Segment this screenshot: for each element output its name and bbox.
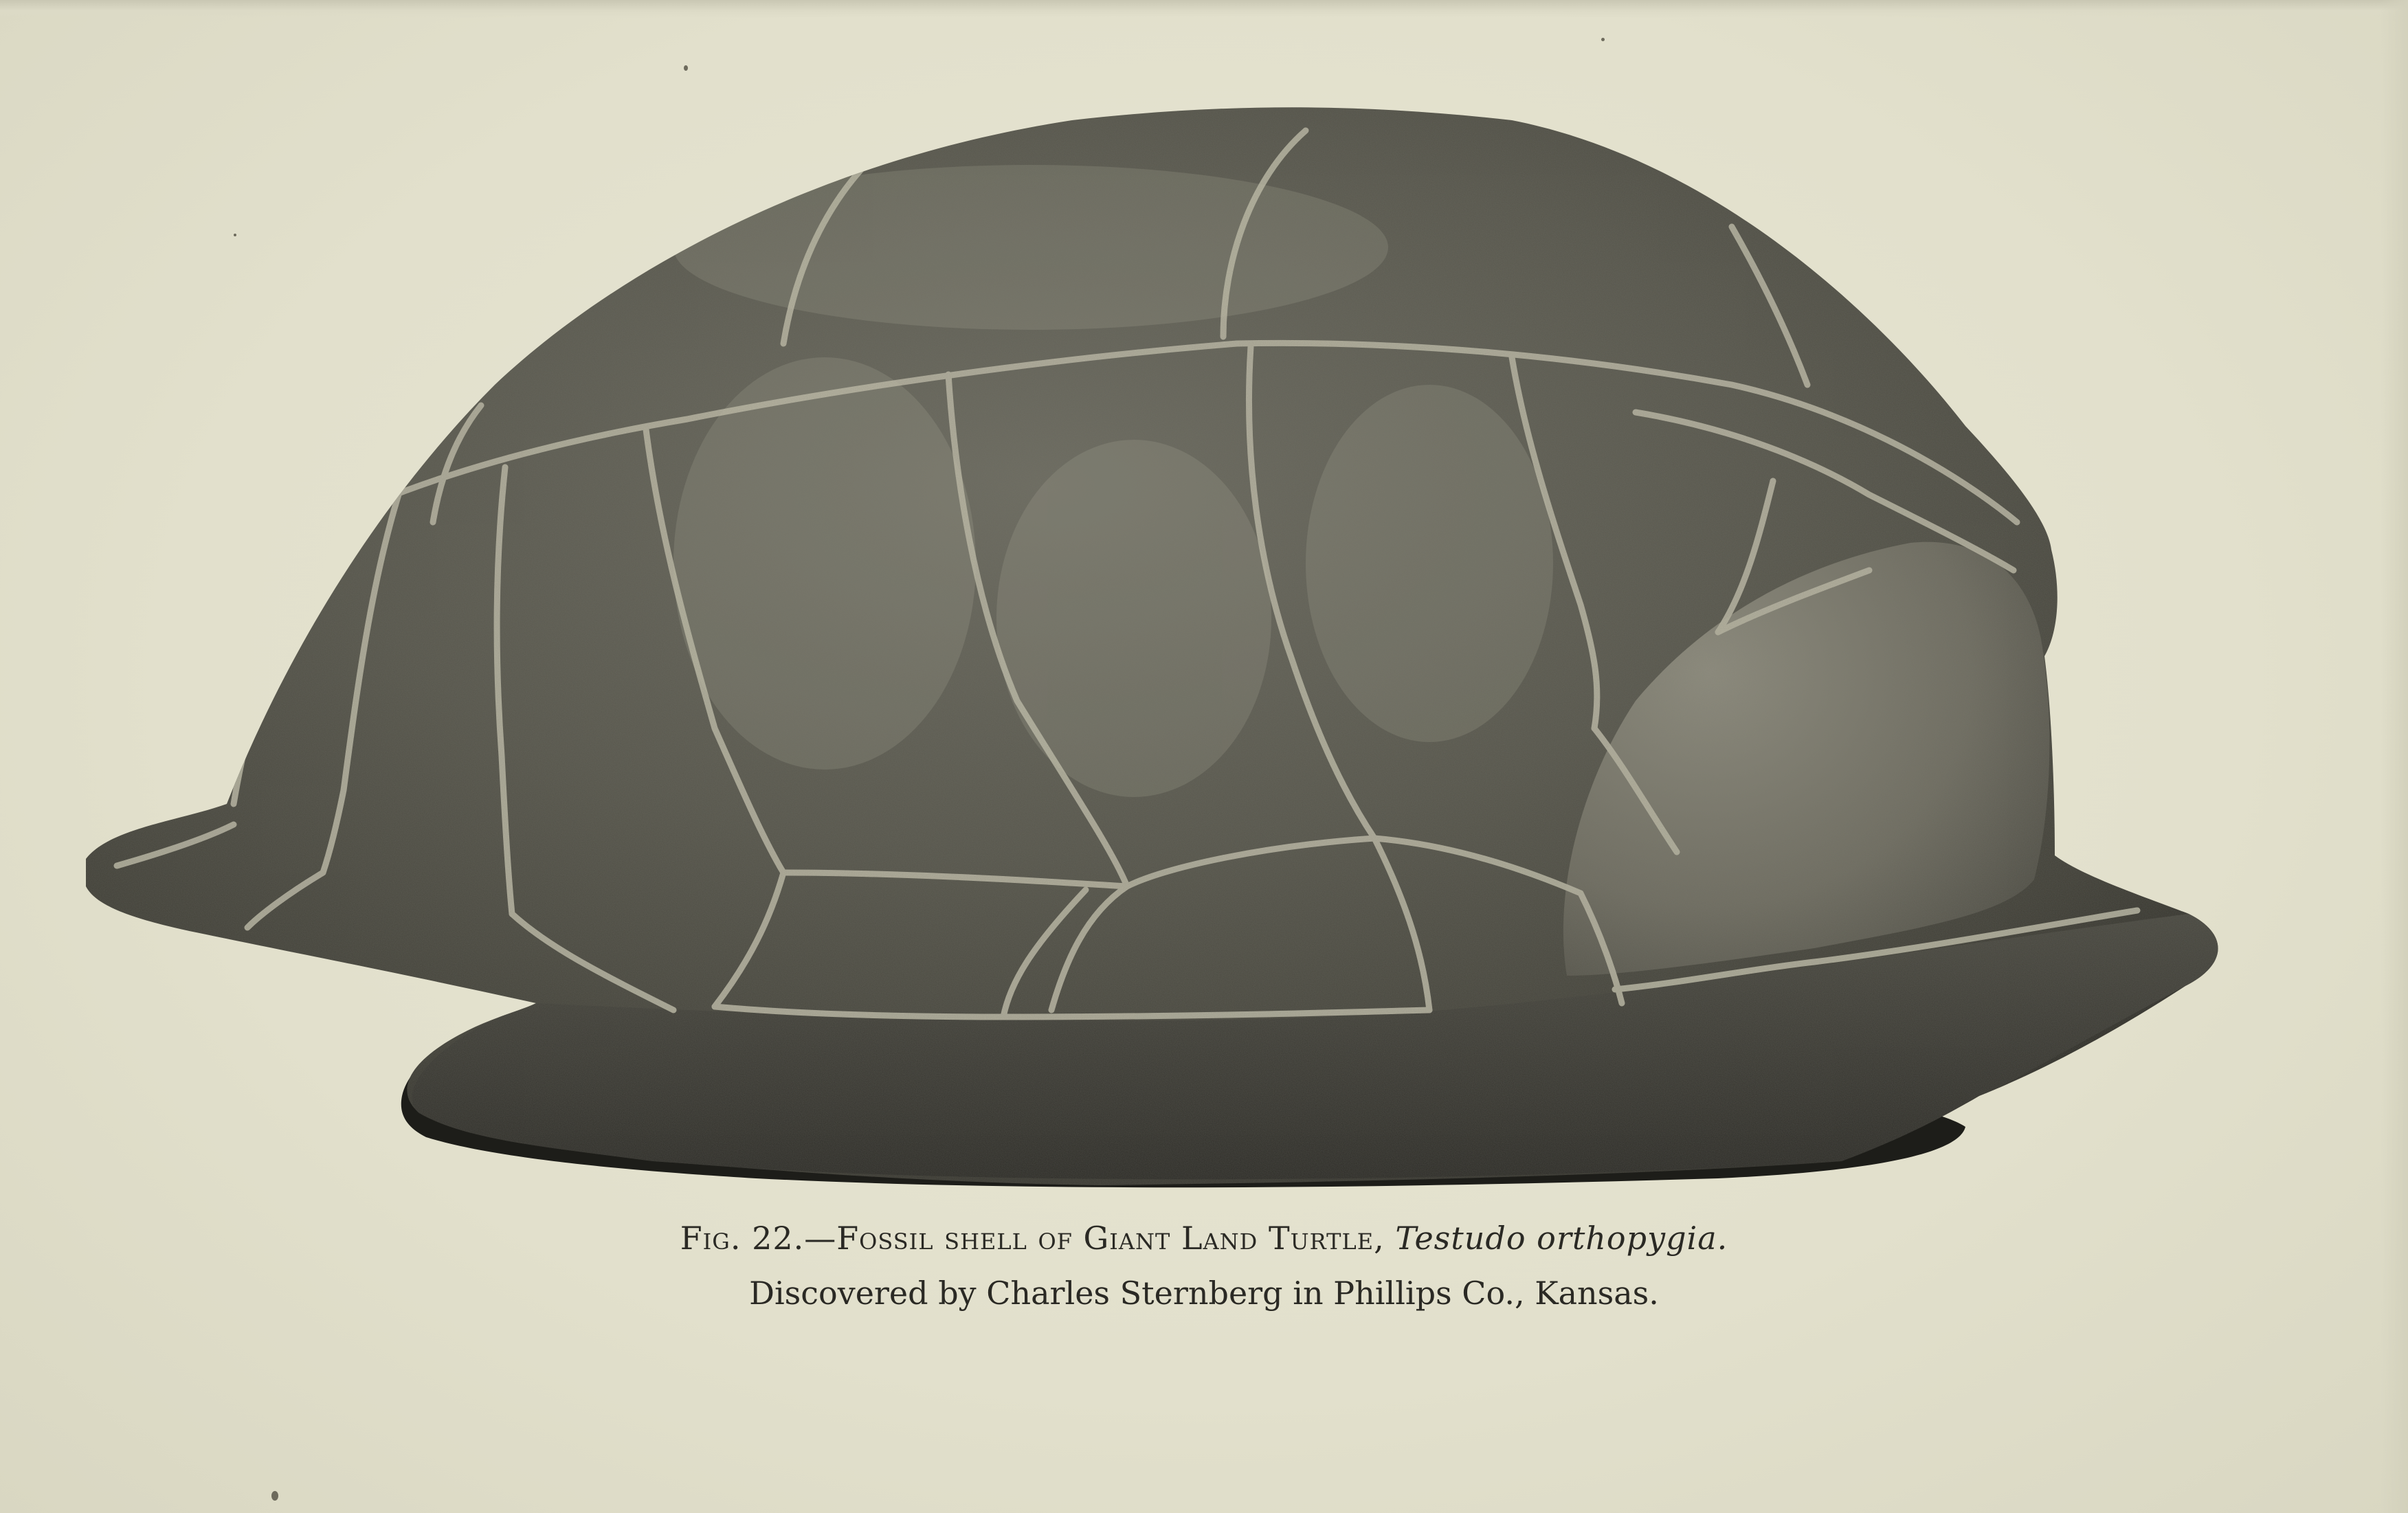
caption-dash: —: [804, 1220, 837, 1257]
paper-speck: [684, 65, 688, 71]
paper-speck: [271, 1491, 278, 1501]
caption-title-line: [0, 1220, 2408, 1257]
figure-label: Fig. 22.: [680, 1220, 805, 1257]
species-name: Testudo orthopygia.: [1395, 1220, 1728, 1257]
caption-title: Fossil shell of Giant Land Turtle,: [836, 1220, 1385, 1257]
paper-speck: [234, 234, 236, 236]
paper-speck: [1601, 38, 1605, 41]
caption-discovery-line: Discovered by Charles Sternberg in Phillips Co., Kansas.: [749, 1275, 1659, 1312]
